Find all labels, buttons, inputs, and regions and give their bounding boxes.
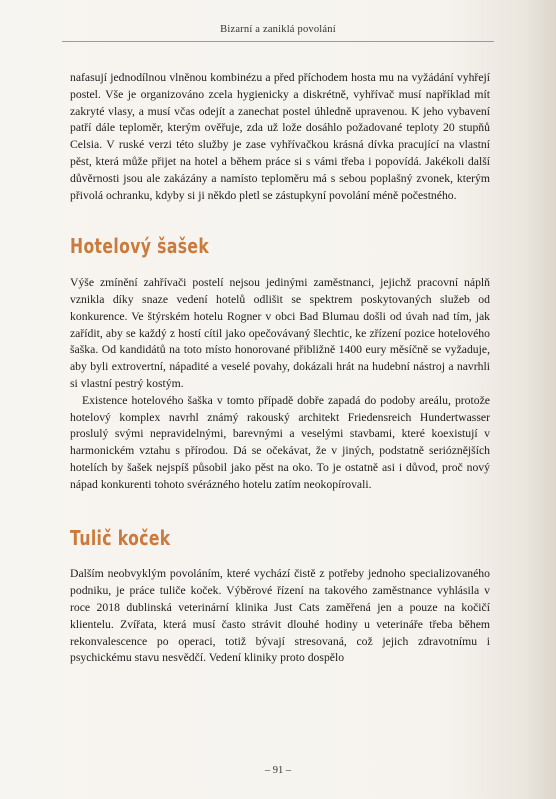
section-title-cat-cuddler: Tulič koček <box>70 525 171 550</box>
page-number: – 91 – <box>264 765 292 776</box>
header-rule <box>62 41 494 42</box>
section2-paragraph-1: Dalším neobvyklým povoláním, které vychází čistě z potřeby jednoho specializovaného podniku, je práce tuliče koček. Výběrové řízení na takového zaměstnance vyhlásila v roce 2018 dublinská veterinární klinika Just Cats zaměřená jen a pouze na kočičí klientelu. Zvířata, která musí často strávit dlouhé hodiny u veterináře třeba během rekonvalescence po operaci, totiž bývají stresovaná, což jejich zdravotnímu i psychickému stavu nesvědčí. Vedení kliniky proto dospělo <box>70 567 490 665</box>
section1-paragraph-1: Výše zmínění zahřívači postelí nejsou jedinými zaměstnanci, jejichž pracovní náplň vznikla díky snaze vedení hotelů odlišit se spektrem poskytovaných služeb od konkurence. Ve štýrském hotelu Rogner v obci Bad Blumau došli od úvah nad tím, jak zařídit, aby se každý z hostí cítil jako opečovávaný šlechtic, ke zřízení pozice hotelového šaška. Od kandidátů na toto místo honorované přibližně 1400 eury měsíčně se vyžaduje, aby byli extrovertní, nápadité a veselé povahy, dokázali hrát na hudební nástroj a navrhli si vlastní pestrý kostým. <box>70 276 490 390</box>
section-title-hotel-jester: Hotelový šašek <box>70 234 210 259</box>
page-body <box>70 70 490 667</box>
section1-paragraph-2: Existence hotelového šaška v tomto případě dobře zapadá do podoby areálu, protože hotelový komplex navrhl známý rakouský architekt Friedensreich Hundertwasser proslulý svými nepravidelnými, barevnými a veselými stavbami, které koexistují v harmonickém vztahu s přírodou. Dá se očekávat, že v jiných, podstatně serióznějších hotelích by šašek nejspíš působil jako pěst na oko. To je ostatně asi i důvod, proč nový nápad konkurenti tohoto svérázného hotelu zatím neokopírovali. <box>70 393 490 491</box>
running-head: Bizarní a zaniklá povolání <box>220 24 336 35</box>
intro-paragraph: nafasují jednodílnou vlněnou kombinézu a před příchodem hosta mu na vyžádání vyhřejí postel. Vše je organizováno zcela hygienicky a diskrétně, vyhřívač musí například mít zakryté vlasy, a musí včas odejít a zanechat postel úhledně upravenou. K jeho vybavení patří dále teploměr, kterým ověřuje, zda už lože dosáhlo požadované teploty 20 stupňů Celsia. V ruské verzi této služby je zase vyhřívačkou krásná dívka pracující na vlastní pěst, která může přijet na hotel a během práce si s vámi třeba i popovídá. Jakékoli další důvěrnosti jsou ale zakázány a namísto teploměru má s sebou poplašný zvonek, kterým přivolá ochranku, kdyby si ji někdo pletl se zástupkyní povolání méně počestného. <box>70 71 490 202</box>
